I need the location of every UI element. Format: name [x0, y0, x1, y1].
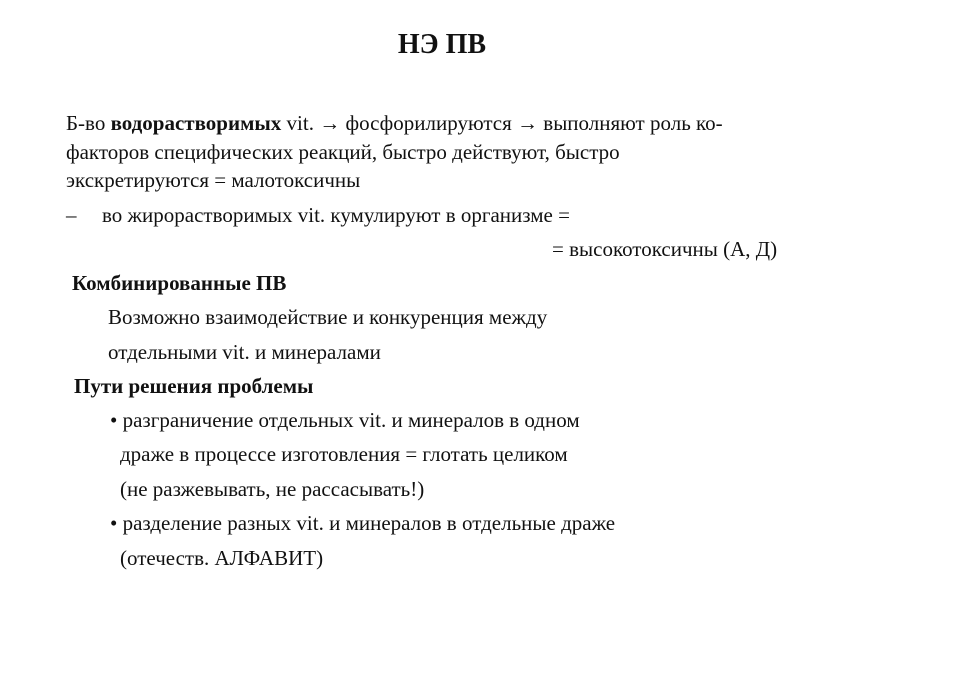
solutions-heading: Пути решения проблемы	[74, 374, 314, 398]
para2-line1: во жирорастворимых vit. кумулируют в организме =	[102, 203, 570, 227]
combined-line2: отдельными vit. и минералами	[108, 340, 381, 364]
para1-line2: факторов специфических реакций, быстро действуют, быстро	[66, 140, 620, 164]
para1-line3: экскретируются = малотоксичны	[66, 168, 361, 192]
bullet1-line2: драже в процессе изготовления = глотать целиком	[120, 442, 568, 466]
dash-marker: –	[66, 203, 77, 227]
combined-line1: Возможно взаимодействие и конкуренция между	[108, 305, 548, 329]
para1-prefix: Б-во	[66, 111, 111, 135]
para1-line1	[66, 110, 723, 136]
bullet2-line1: • разделение разных vit. и минералов в отдельные драже	[110, 511, 616, 535]
bullet1-line3: (не разжевывать, не рассасывать!)	[120, 477, 425, 501]
para2-line2: = высокотоксичны (А, Д)	[552, 237, 778, 261]
para1-suffix: vit. → фосфорилируются → выполняют роль ко-	[281, 111, 723, 135]
bullet1-line1: • разграничение отдельных vit. и минералов в одном	[110, 408, 580, 432]
slide-title: НЭ ПВ	[397, 29, 487, 60]
para1-bold-term: водорастворимых	[110, 111, 282, 135]
combined-heading: Комбинированные ПВ	[72, 271, 287, 295]
bullet2-line2: (отечеств. АЛФАВИТ)	[120, 546, 324, 570]
